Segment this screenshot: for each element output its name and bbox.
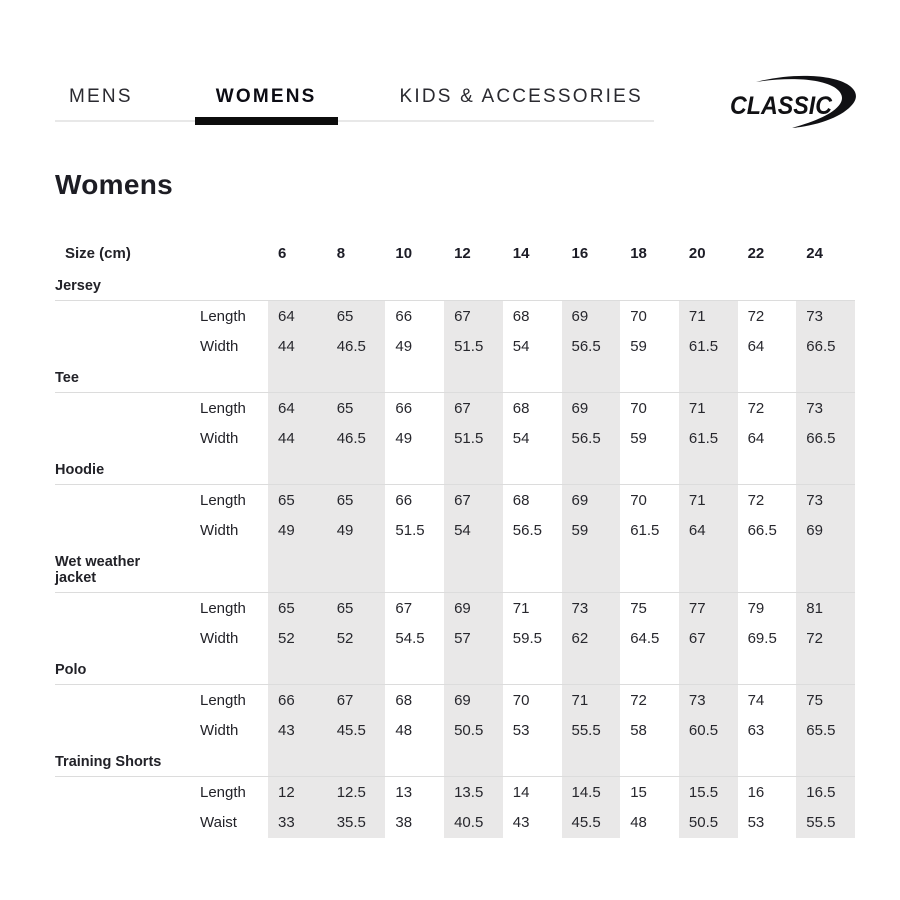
band-cell bbox=[503, 270, 562, 300]
size-value-cell: 65.5 bbox=[796, 715, 855, 746]
row-spacer bbox=[55, 623, 190, 654]
band-cell bbox=[327, 654, 386, 684]
measure-row-hoodie-length bbox=[55, 484, 855, 515]
size-value-cell: 61.5 bbox=[630, 522, 660, 539]
size-value-cell: 61.5 bbox=[679, 331, 738, 362]
size-value-cell: 66.5 bbox=[796, 423, 855, 454]
size-value-cell: 74 bbox=[747, 692, 765, 709]
row-spacer bbox=[55, 485, 190, 515]
size-value-cell: 67 bbox=[444, 393, 503, 423]
size-value-cell: 71 bbox=[512, 600, 530, 617]
section-row-tee bbox=[55, 362, 855, 392]
section-label: Jersey bbox=[55, 278, 101, 294]
band-cell bbox=[268, 546, 327, 592]
size-header-row bbox=[55, 236, 855, 270]
band-cell bbox=[503, 362, 562, 392]
band-cell bbox=[620, 546, 679, 592]
band-cell bbox=[444, 546, 503, 592]
classic-logo-text: CLASSIC bbox=[730, 92, 833, 120]
band-cell bbox=[796, 654, 855, 684]
band-cell bbox=[562, 362, 621, 392]
womens-size-chart bbox=[55, 236, 855, 838]
measure-label: Length bbox=[200, 784, 246, 801]
band-cell bbox=[268, 362, 327, 392]
size-value-cell: 55.5 bbox=[796, 807, 855, 838]
section-row-wet-weather-jacket bbox=[55, 546, 855, 592]
band-cell bbox=[385, 454, 444, 484]
size-guide-header bbox=[55, 78, 862, 122]
measure-row-tee-width bbox=[55, 423, 855, 454]
size-value-cell: 64 bbox=[268, 393, 327, 423]
size-value-cell: 72 bbox=[796, 623, 855, 654]
size-value-cell: 52 bbox=[327, 623, 386, 654]
size-value-cell: 63 bbox=[747, 722, 765, 739]
band-cell bbox=[503, 454, 562, 484]
size-value-cell: 64 bbox=[747, 338, 765, 355]
size-value-cell: 69 bbox=[444, 593, 503, 623]
band-cell bbox=[796, 546, 855, 592]
size-value-cell: 54 bbox=[512, 430, 530, 447]
row-spacer bbox=[55, 331, 190, 362]
size-value-cell: 14.5 bbox=[562, 777, 621, 807]
measure-label: Width bbox=[200, 630, 239, 647]
size-value-cell: 35.5 bbox=[327, 807, 386, 838]
measure-row-tee-length bbox=[55, 392, 855, 423]
measure-label: Waist bbox=[200, 814, 237, 831]
size-value-cell: 75 bbox=[796, 685, 855, 715]
band-cell bbox=[503, 746, 562, 776]
size-value-cell: 77 bbox=[679, 593, 738, 623]
size-value-cell: 14 bbox=[512, 784, 530, 801]
size-value-cell: 54.5 bbox=[395, 630, 425, 647]
size-value-cell: 69.5 bbox=[747, 630, 777, 647]
band-cell bbox=[503, 546, 562, 592]
size-value-cell: 79 bbox=[747, 600, 765, 617]
size-value-cell: 70 bbox=[630, 308, 647, 325]
row-spacer bbox=[55, 393, 190, 423]
band-cell bbox=[327, 270, 386, 300]
size-value-cell: 13.5 bbox=[444, 777, 503, 807]
size-value-cell: 67 bbox=[679, 623, 738, 654]
size-value-cell: 66.5 bbox=[747, 522, 777, 539]
size-value-cell: 57 bbox=[444, 623, 503, 654]
size-value-cell: 65 bbox=[327, 485, 386, 515]
size-column-header: 22 bbox=[747, 244, 765, 262]
band-cell bbox=[620, 270, 679, 300]
section-label: Training Shorts bbox=[55, 754, 162, 770]
row-spacer bbox=[55, 515, 190, 546]
size-column-header: 12 bbox=[454, 244, 471, 262]
section-label: Hoodie bbox=[55, 462, 105, 478]
measure-label: Length bbox=[200, 308, 246, 325]
row-spacer bbox=[55, 777, 190, 807]
band-cell bbox=[679, 454, 738, 484]
band-cell bbox=[327, 454, 386, 484]
size-value-cell: 71 bbox=[562, 685, 621, 715]
measure-label: Width bbox=[200, 522, 239, 539]
size-value-cell: 53 bbox=[747, 814, 765, 831]
size-value-cell: 48 bbox=[395, 722, 413, 739]
row-spacer bbox=[55, 593, 190, 623]
measure-row-jersey-width bbox=[55, 331, 855, 362]
size-value-cell: 50.5 bbox=[444, 715, 503, 746]
size-value-cell: 44 bbox=[268, 331, 327, 362]
size-value-cell: 66 bbox=[268, 685, 327, 715]
band-cell bbox=[679, 270, 738, 300]
size-value-cell: 46.5 bbox=[327, 331, 386, 362]
size-unit-label: Size (cm) bbox=[65, 244, 131, 262]
size-value-cell: 49 bbox=[395, 430, 413, 447]
size-value-cell: 73 bbox=[796, 301, 855, 331]
band-cell bbox=[562, 746, 621, 776]
band-cell bbox=[444, 654, 503, 684]
size-value-cell: 59.5 bbox=[512, 630, 542, 647]
size-value-cell: 75 bbox=[630, 600, 647, 617]
band-cell bbox=[444, 270, 503, 300]
band-cell bbox=[796, 362, 855, 392]
row-spacer bbox=[55, 685, 190, 715]
size-value-cell: 54 bbox=[512, 338, 530, 355]
size-value-cell: 60.5 bbox=[679, 715, 738, 746]
measure-label: Width bbox=[200, 722, 239, 739]
band-cell bbox=[738, 654, 797, 684]
band-cell bbox=[679, 654, 738, 684]
size-value-cell: 56.5 bbox=[562, 423, 621, 454]
size-value-cell: 33 bbox=[268, 807, 327, 838]
size-value-cell: 71 bbox=[679, 301, 738, 331]
section-label: Tee bbox=[55, 370, 79, 386]
size-value-cell: 72 bbox=[747, 492, 765, 509]
measure-row-wet-weather-jacket-width bbox=[55, 623, 855, 654]
size-value-cell: 66 bbox=[395, 492, 413, 509]
band-cell bbox=[679, 546, 738, 592]
row-spacer bbox=[55, 715, 190, 746]
size-value-cell: 43 bbox=[268, 715, 327, 746]
size-value-cell: 72 bbox=[630, 692, 647, 709]
size-value-cell: 68 bbox=[512, 492, 530, 509]
size-value-cell: 65 bbox=[327, 393, 386, 423]
band-cell bbox=[444, 362, 503, 392]
size-value-cell: 62 bbox=[562, 623, 621, 654]
size-value-cell: 64 bbox=[747, 430, 765, 447]
size-value-cell: 66.5 bbox=[796, 331, 855, 362]
size-value-cell: 40.5 bbox=[444, 807, 503, 838]
measure-row-polo-length bbox=[55, 684, 855, 715]
size-value-cell: 43 bbox=[512, 814, 530, 831]
size-value-cell: 51.5 bbox=[395, 522, 425, 539]
band-cell bbox=[562, 654, 621, 684]
size-value-cell: 16.5 bbox=[796, 777, 855, 807]
size-value-cell: 15 bbox=[630, 784, 647, 801]
size-value-cell: 69 bbox=[444, 685, 503, 715]
size-value-cell: 50.5 bbox=[679, 807, 738, 838]
band-cell bbox=[268, 454, 327, 484]
size-column-header: 8 bbox=[336, 244, 346, 262]
size-value-cell: 67 bbox=[444, 485, 503, 515]
band-cell bbox=[738, 362, 797, 392]
band-cell bbox=[796, 746, 855, 776]
size-column-header: 10 bbox=[395, 244, 413, 262]
size-value-cell: 67 bbox=[444, 301, 503, 331]
measure-label: Width bbox=[200, 430, 239, 447]
size-value-cell: 69 bbox=[562, 301, 621, 331]
band-cell bbox=[620, 746, 679, 776]
section-label: Wet weather jacket bbox=[55, 554, 141, 586]
section-row-jersey bbox=[55, 270, 855, 300]
band-cell bbox=[268, 654, 327, 684]
size-value-cell: 53 bbox=[512, 722, 530, 739]
size-value-cell: 59 bbox=[562, 515, 621, 546]
category-tabs bbox=[55, 78, 654, 122]
size-value-cell: 55.5 bbox=[562, 715, 621, 746]
size-value-cell: 61.5 bbox=[679, 423, 738, 454]
size-column-header: 14 bbox=[512, 244, 530, 262]
size-value-cell: 72 bbox=[747, 308, 765, 325]
band-cell bbox=[327, 546, 386, 592]
size-value-cell: 72 bbox=[747, 400, 765, 417]
band-cell bbox=[562, 454, 621, 484]
size-value-cell: 71 bbox=[679, 485, 738, 515]
size-value-cell: 64 bbox=[268, 301, 327, 331]
band-cell bbox=[385, 270, 444, 300]
measure-label: Length bbox=[200, 600, 246, 617]
size-value-cell: 73 bbox=[796, 485, 855, 515]
band-cell bbox=[385, 654, 444, 684]
size-value-cell: 51.5 bbox=[444, 331, 503, 362]
band-cell bbox=[444, 454, 503, 484]
size-value-cell: 48 bbox=[630, 814, 647, 831]
size-value-cell: 67 bbox=[395, 600, 413, 617]
band-cell bbox=[738, 454, 797, 484]
size-value-cell: 73 bbox=[796, 393, 855, 423]
band-cell bbox=[679, 362, 738, 392]
measure-row-training-shorts-length bbox=[55, 776, 855, 807]
size-value-cell: 56.5 bbox=[512, 522, 542, 539]
size-value-cell: 68 bbox=[512, 308, 530, 325]
size-value-cell: 45.5 bbox=[327, 715, 386, 746]
section-row-training-shorts bbox=[55, 746, 855, 776]
size-value-cell: 68 bbox=[512, 400, 530, 417]
band-cell bbox=[738, 746, 797, 776]
size-value-cell: 54 bbox=[444, 515, 503, 546]
size-value-cell: 38 bbox=[395, 814, 413, 831]
size-value-cell: 64 bbox=[679, 515, 738, 546]
size-column-header: 24 bbox=[806, 244, 823, 262]
row-spacer bbox=[55, 807, 190, 838]
size-value-cell: 65 bbox=[268, 485, 327, 515]
size-value-cell: 59 bbox=[630, 338, 647, 355]
size-value-cell: 49 bbox=[327, 515, 386, 546]
size-value-cell: 46.5 bbox=[327, 423, 386, 454]
tab-mens[interactable]: MENS bbox=[69, 86, 133, 107]
band-cell bbox=[385, 546, 444, 592]
size-column-header: 6 bbox=[278, 244, 287, 262]
measure-row-jersey-length bbox=[55, 300, 855, 331]
measure-row-hoodie-width bbox=[55, 515, 855, 546]
size-value-cell: 12.5 bbox=[327, 777, 386, 807]
classic-logo bbox=[730, 68, 862, 140]
tab-womens[interactable]: WOMENS bbox=[195, 78, 338, 120]
band-cell bbox=[562, 270, 621, 300]
band-cell bbox=[268, 270, 327, 300]
size-value-cell: 56.5 bbox=[562, 331, 621, 362]
size-value-cell: 52 bbox=[268, 623, 327, 654]
size-value-cell: 65 bbox=[327, 301, 386, 331]
size-value-cell: 73 bbox=[562, 593, 621, 623]
band-cell bbox=[385, 362, 444, 392]
size-value-cell: 13 bbox=[395, 784, 413, 801]
size-column-header: 20 bbox=[688, 244, 706, 262]
band-cell bbox=[738, 546, 797, 592]
measure-row-training-shorts-waist bbox=[55, 807, 855, 838]
size-value-cell: 59 bbox=[630, 430, 647, 447]
section-row-hoodie bbox=[55, 454, 855, 484]
tab-kids-accessories[interactable]: KIDS & ACCESSORIES bbox=[399, 86, 643, 107]
band-cell bbox=[738, 270, 797, 300]
size-value-cell: 65 bbox=[268, 593, 327, 623]
size-value-cell: 51.5 bbox=[444, 423, 503, 454]
measure-row-polo-width bbox=[55, 715, 855, 746]
size-value-cell: 70 bbox=[630, 400, 647, 417]
size-value-cell: 71 bbox=[679, 393, 738, 423]
size-value-cell: 69 bbox=[562, 485, 621, 515]
size-value-cell: 16 bbox=[747, 784, 765, 801]
size-value-cell: 44 bbox=[268, 423, 327, 454]
size-value-cell: 12 bbox=[268, 777, 327, 807]
size-value-cell: 68 bbox=[395, 692, 413, 709]
size-value-cell: 45.5 bbox=[562, 807, 621, 838]
size-value-cell: 81 bbox=[796, 593, 855, 623]
row-spacer bbox=[55, 423, 190, 454]
page-title: Womens bbox=[55, 169, 173, 200]
row-spacer bbox=[55, 301, 190, 331]
size-value-cell: 73 bbox=[679, 685, 738, 715]
size-value-cell: 58 bbox=[630, 722, 647, 739]
size-column-header: 18 bbox=[630, 244, 647, 262]
band-cell bbox=[444, 746, 503, 776]
size-value-cell: 49 bbox=[395, 338, 413, 355]
measure-label: Length bbox=[200, 492, 246, 509]
band-cell bbox=[385, 746, 444, 776]
measure-label: Length bbox=[200, 692, 246, 709]
band-cell bbox=[620, 654, 679, 684]
measure-row-wet-weather-jacket-length bbox=[55, 592, 855, 623]
section-label: Polo bbox=[55, 662, 87, 678]
size-value-cell: 66 bbox=[395, 400, 413, 417]
band-cell bbox=[503, 654, 562, 684]
size-value-cell: 67 bbox=[327, 685, 386, 715]
size-value-cell: 15.5 bbox=[679, 777, 738, 807]
size-value-cell: 65 bbox=[327, 593, 386, 623]
measure-label: Width bbox=[200, 338, 239, 355]
band-cell bbox=[268, 746, 327, 776]
size-value-cell: 70 bbox=[630, 492, 647, 509]
section-row-polo bbox=[55, 654, 855, 684]
band-cell bbox=[327, 362, 386, 392]
measure-label: Length bbox=[200, 400, 246, 417]
band-cell bbox=[327, 746, 386, 776]
band-cell bbox=[679, 746, 738, 776]
size-value-cell: 70 bbox=[512, 692, 530, 709]
size-value-cell: 69 bbox=[562, 393, 621, 423]
classic-swoosh-icon bbox=[730, 68, 862, 140]
size-value-cell: 64.5 bbox=[630, 630, 660, 647]
band-cell bbox=[562, 546, 621, 592]
size-value-cell: 49 bbox=[268, 515, 327, 546]
band-cell bbox=[796, 454, 855, 484]
size-value-cell: 66 bbox=[395, 308, 413, 325]
band-cell bbox=[620, 362, 679, 392]
size-value-cell: 69 bbox=[796, 515, 855, 546]
band-cell bbox=[796, 270, 855, 300]
band-cell bbox=[620, 454, 679, 484]
size-column-header: 16 bbox=[571, 244, 589, 262]
